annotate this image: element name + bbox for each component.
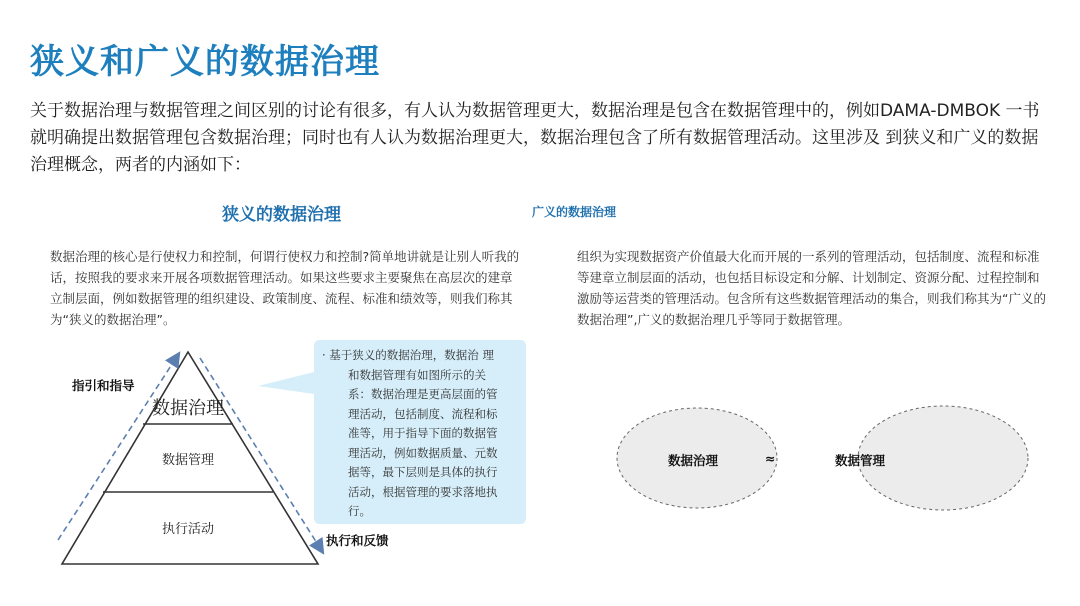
callout-line: 和数据管理有如图所示的关 xyxy=(348,367,486,382)
guidance-label: 指引和指导 xyxy=(72,378,135,393)
callout-line: · 基于狭义的数据治理，数据治 理 xyxy=(322,348,494,362)
venn-management-label: 数据管理 xyxy=(835,453,886,468)
callout-line: 理活动，例如数据质量、元数 xyxy=(348,445,498,460)
callout-line: 行。 xyxy=(348,504,371,518)
callout-line: 准等，用于指导下面的数据管 xyxy=(348,426,498,440)
pyramid-tier-execution: 执行活动 xyxy=(161,522,214,537)
narrow-governance-heading: 狭义的数据治理 xyxy=(222,205,341,225)
callout-line: 系：数据治理是更高层面的管 xyxy=(348,387,498,401)
intro-paragraph: 关于数据治理与数据管理之间区别的讨论有很多，有人认为数据管理更大，数据治理是包含在数据管理中的，例如DAMA-DMBOK 一书就明确提出数据管理包含数据治理；同时也有人认为数据治理更大，数据治理包含了所有数据管理活动。这里涉及 到狭义和广义的数据治理概念，两者的内涵如下： xyxy=(30,101,1040,175)
callout-line: 理活动，包括制度、流程和标 xyxy=(348,406,498,421)
broad-governance-heading: 广义的数据治理 xyxy=(532,205,617,219)
pyramid-tier-management: 数据管理 xyxy=(161,453,214,468)
venn-governance-label: 数据治理 xyxy=(668,453,719,468)
feedback-label: 执行和反馈 xyxy=(326,533,389,548)
venn-approx-symbol: ≈ xyxy=(765,451,776,466)
narrow-governance-text: 数据治理的核心是行使权力和控制，何谓行使权力和控制?简单地讲就是让别人听我的话，按照我的要求来开展各项数据管理活动。如果这些要求主要聚焦在高层次的建章立制层面，例如数据管理的组织建设、政策制度、流程、标准和绩效等，则我们称其为“狭义的数据治理”。 xyxy=(50,249,520,327)
callout-line: 据等，最下层则是具体的执行 xyxy=(348,465,498,479)
callout-line: 活动，根据管理的要求落地执 xyxy=(348,484,498,499)
page-title: 狭义和广义的数据治理 xyxy=(30,42,380,82)
pyramid-tier-governance: 数据治理 xyxy=(152,398,224,419)
broad-governance-text: 组织为实现数据资产价值最大化而开展的一系列的管理活动，包括制度、流程和标准等建章立制层面的活动，也包括目标设定和分解、计划制定、资源分配、过程控制和激励等运营类的管理活动。包含所有这些数据管理活动的集合，则我们称其为“广义的数据治理”,广义的数据治理几乎等同于数据管理。 xyxy=(577,249,1046,327)
callout-text xyxy=(322,346,518,522)
